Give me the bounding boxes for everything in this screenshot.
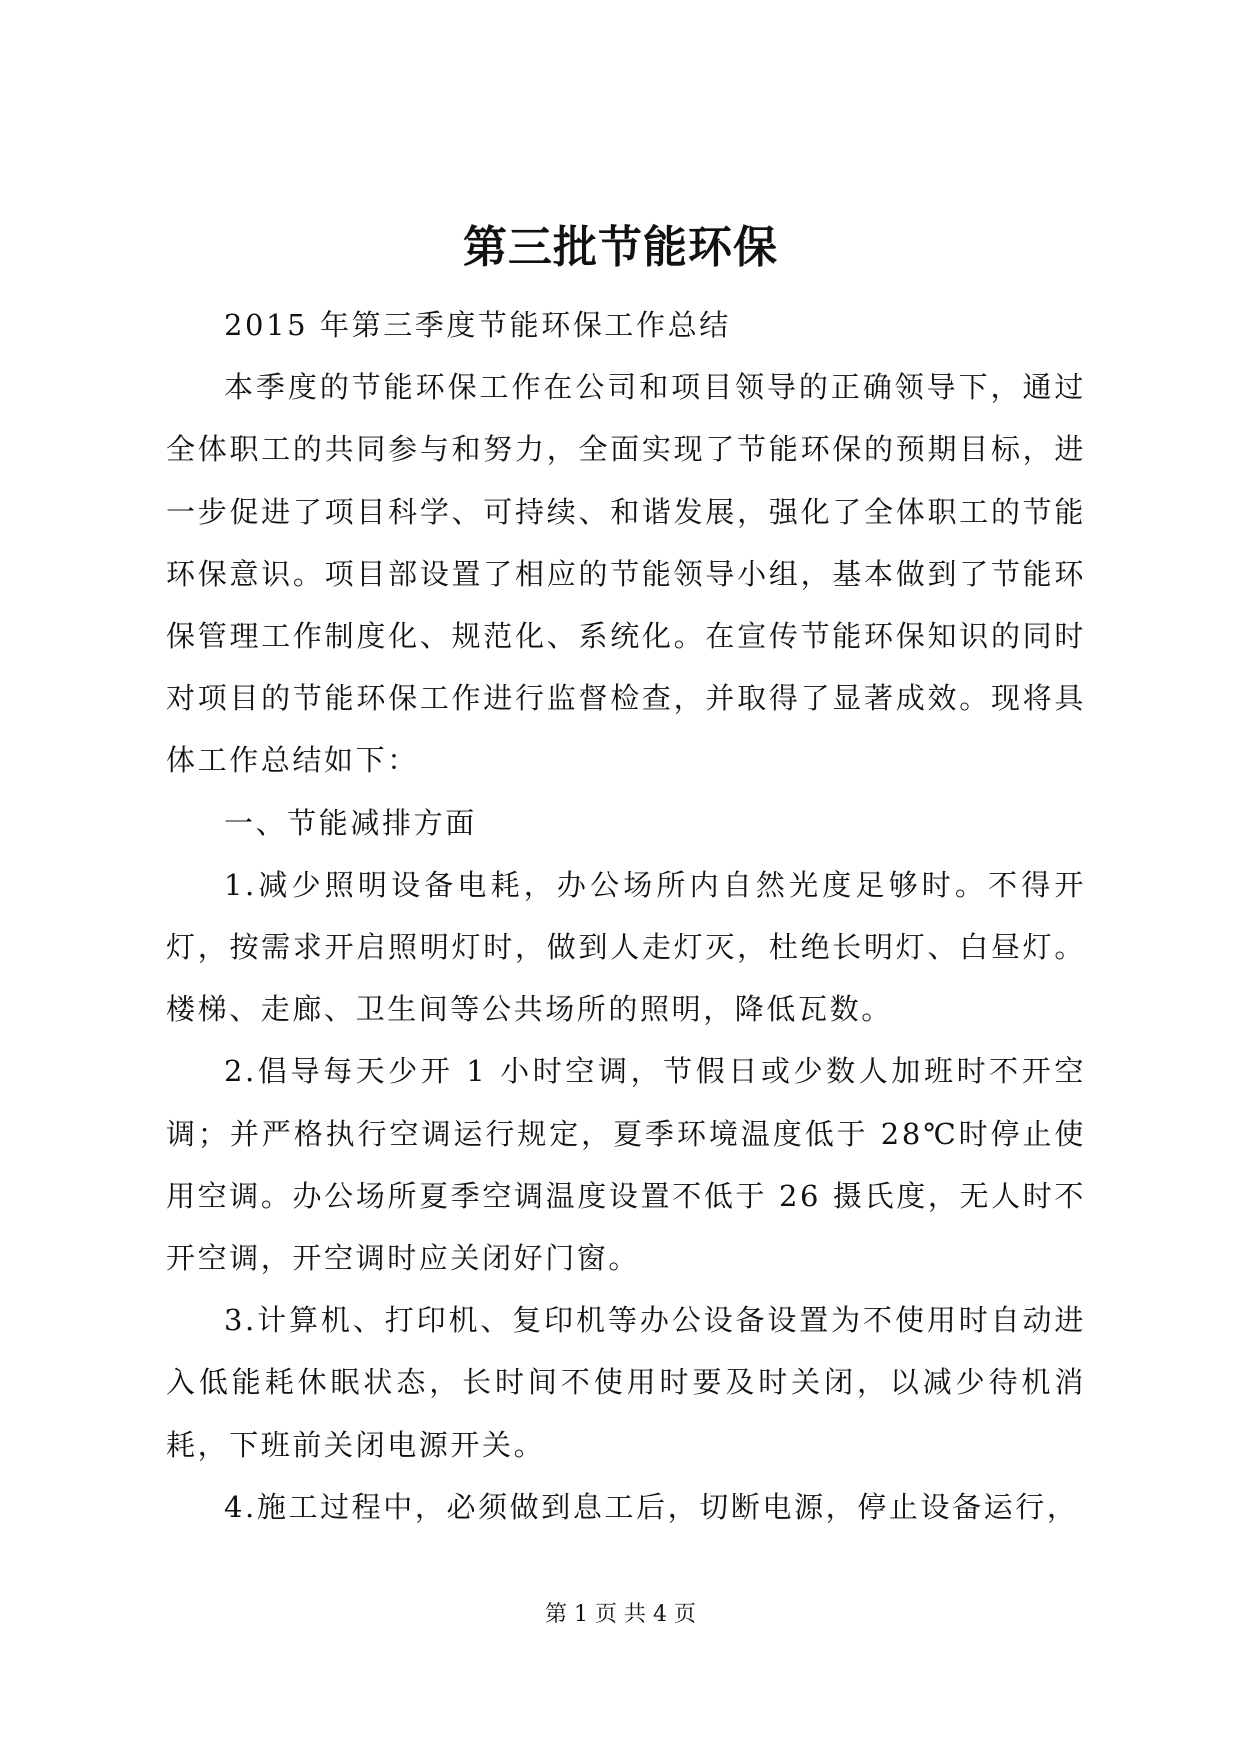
paragraph-subtitle: 2015 年第三季度节能环保工作总结	[224, 308, 731, 342]
paragraph-item-2: 2.倡导每天少开 1 小时空调，节假日或少数人加班时不开空调；并严格执行空调运行规定，夏季环境温度低于 28℃时停止使用空调。办公场所夏季空调温度设置不低于 26 摄氏度，无人时不开空调，开空调时应关闭好门窗。	[166, 1054, 1086, 1276]
paragraph-item-1: 1.减少照明设备电耗，办公场所内自然光度足够时。不得开灯，按需求开启照明灯时，做到人走灯灭，杜绝长明灯、白昼灯。楼梯、走廊、卫生间等公共场所的照明，降低瓦数。	[166, 867, 1086, 1027]
paragraph-intro: 本季度的节能环保工作在公司和项目领导的正确领导下，通过全体职工的共同参与和努力，全面实现了节能环保的预期目标，进一步促进了项目科学、可持续、和谐发展，强化了全体职工的节能环保意识。项目部设置了相应的节能领导小组，基本做到了节能环保管理工作制度化、规范化、系统化。在宣传节能环保知识的同时对项目的节能环保工作进行监督检查，并取得了显著成效。现将具体工作总结如下：	[166, 370, 1086, 778]
paragraph-item-3: 3.计算机、打印机、复印机等办公设备设置为不使用时自动进入低能耗休眠状态，长时间不使用时要及时关闭，以减少待机消耗，下班前关闭电源开关。	[166, 1303, 1086, 1462]
document-body	[166, 294, 1086, 1538]
document-title: 第三批节能环保	[463, 222, 778, 273]
paragraph-item-4: 4.施工过程中，必须做到息工后，切断电源，停止设备运行，	[224, 1489, 1079, 1524]
section-heading: 一、节能减排方面	[224, 805, 477, 840]
page-footer: 第 1 页 共 4 页	[545, 1602, 696, 1627]
